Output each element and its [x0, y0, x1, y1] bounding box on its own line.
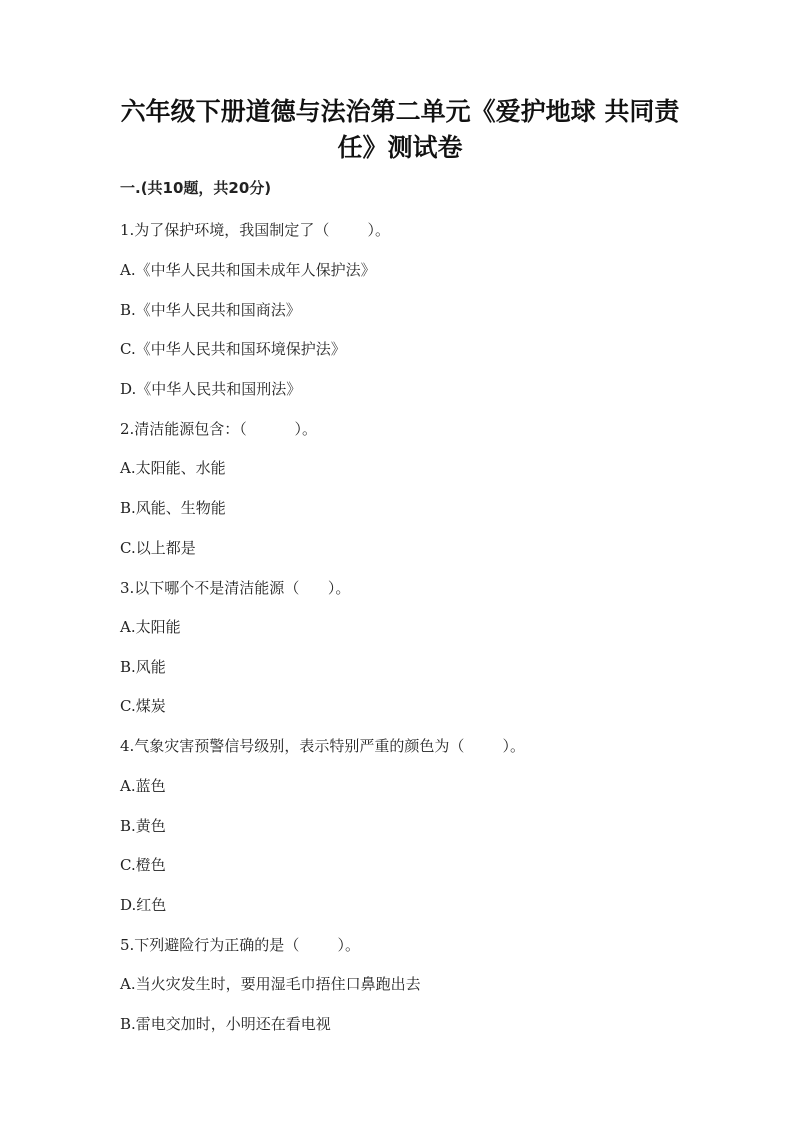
question-4-stem: 4.气象灾害预警信号级别，表示特别严重的颜色为（ ）。: [120, 737, 525, 755]
section-heading: 一.(共10题，共20分): [120, 179, 272, 197]
question-1-stem: 1.为了保护环境，我国制定了（ ）。: [120, 221, 390, 239]
question-4-option-b: B.黄色: [120, 817, 166, 835]
title-line-2: 任》测试卷: [337, 133, 463, 162]
question-5-option-b: B.雷电交加时，小明还在看电视: [120, 1015, 331, 1033]
question-3-option-a: A.太阳能: [120, 618, 181, 636]
page-title: [80, 94, 720, 166]
question-1-option-a: A.《中华人民共和国未成年人保护法》: [120, 261, 376, 279]
question-1-option-b: B.《中华人民共和国商法》: [120, 301, 301, 319]
question-3-stem: 3.以下哪个不是清洁能源（ ）。: [120, 579, 351, 597]
question-4-option-a: A.蓝色: [120, 777, 166, 795]
question-5-option-a: A.当火灾发生时，要用湿毛巾捂住口鼻跑出去: [120, 975, 421, 993]
question-4-option-c: C.橙色: [120, 856, 166, 874]
question-2-option-c: C.以上都是: [120, 539, 196, 557]
question-2-option-a: A.太阳能、水能: [120, 459, 226, 477]
question-1-option-c: C.《中华人民共和国环境保护法》: [120, 340, 346, 358]
question-2-option-b: B.风能、生物能: [120, 499, 226, 517]
question-5-stem: 5.下列避险行为正确的是（ ）。: [120, 936, 360, 954]
question-2-stem: 2.清洁能源包含：（ ）。: [120, 420, 317, 438]
question-1-option-d: D.《中华人民共和国刑法》: [120, 380, 302, 398]
question-4-option-d: D.红色: [120, 896, 167, 914]
question-3-option-c: C.煤炭: [120, 697, 166, 715]
title-line-1: 六年级下册道德与法治第二单元《爱护地球 共同责: [120, 97, 680, 126]
question-3-option-b: B.风能: [120, 658, 166, 676]
